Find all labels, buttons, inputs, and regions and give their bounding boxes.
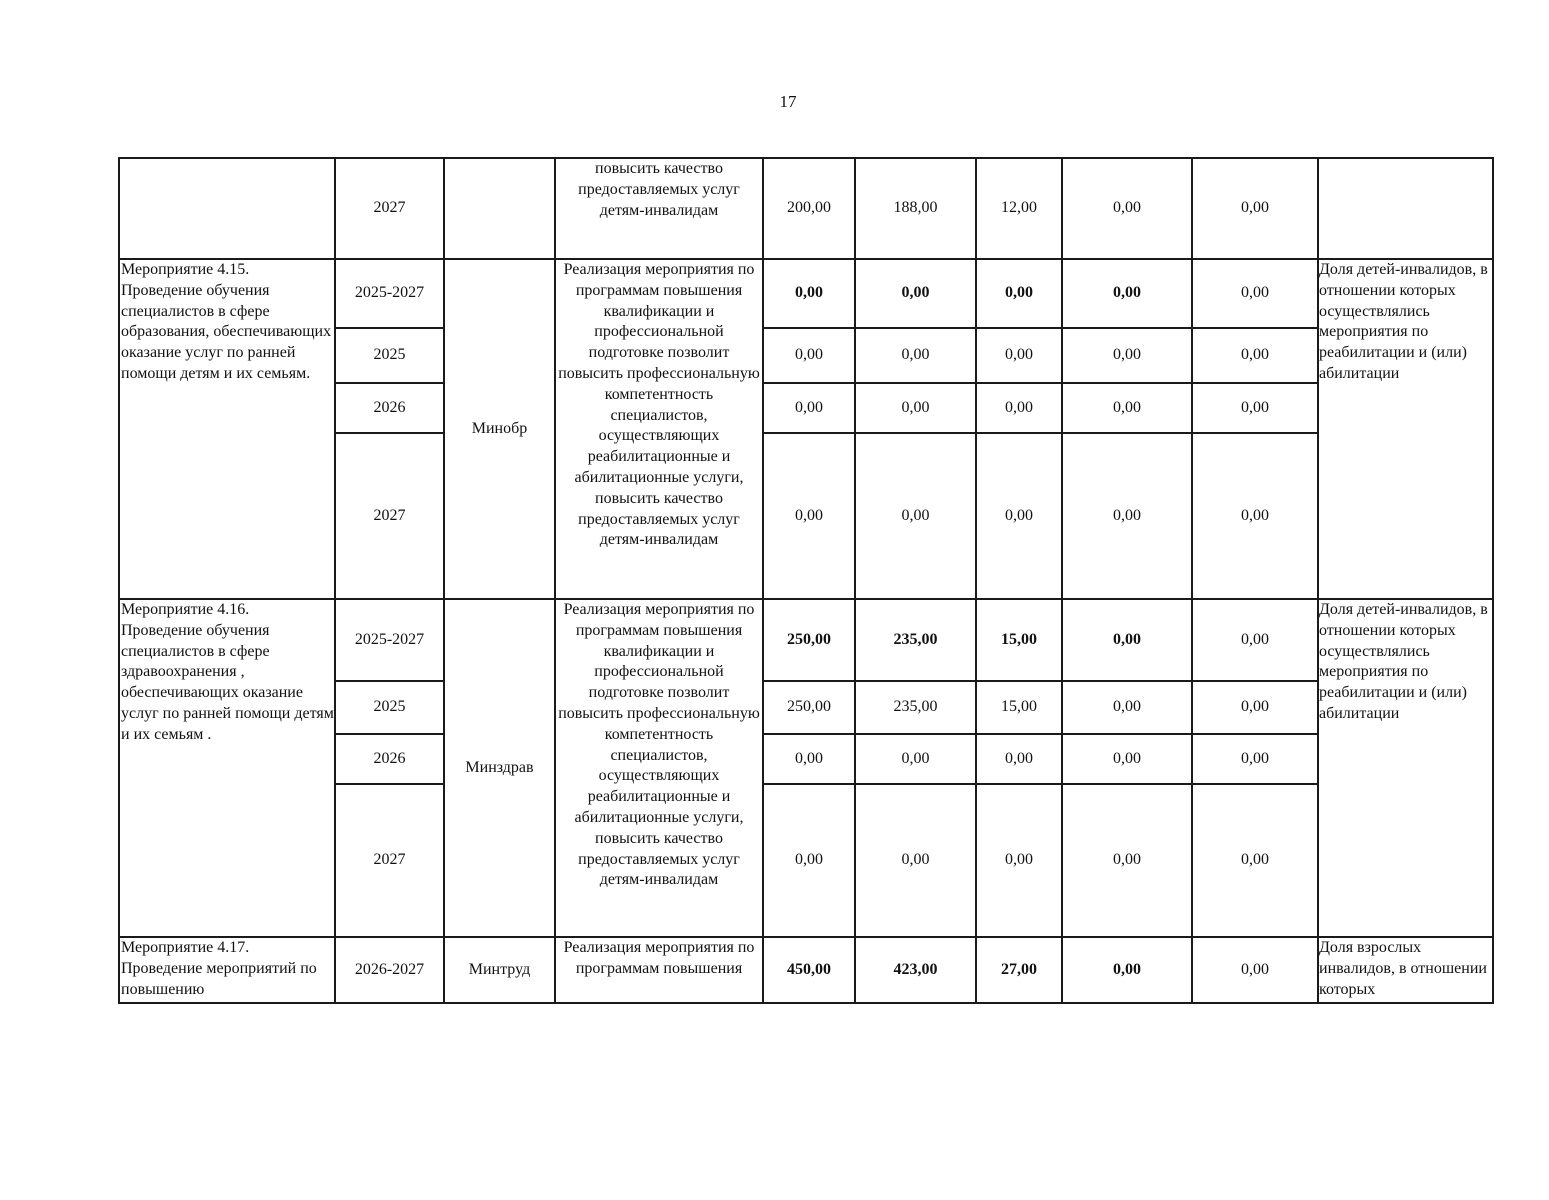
value-federal: 423,00	[855, 937, 976, 1003]
value-local: 0,00	[1062, 734, 1192, 784]
indicator-cell	[1318, 158, 1493, 259]
value-federal: 0,00	[855, 784, 976, 937]
value-other: 0,00	[1192, 599, 1318, 681]
value-other: 0,00	[1192, 681, 1318, 734]
value-total: 0,00	[763, 734, 855, 784]
value-regional: 0,00	[976, 259, 1062, 328]
value-other: 0,00	[1192, 158, 1318, 259]
year-cell: 2026	[335, 734, 444, 784]
description-cell: повысить качество предоставляемых услуг детям-инвалидам	[555, 158, 763, 259]
value-total: 450,00	[763, 937, 855, 1003]
value-local: 0,00	[1062, 383, 1192, 433]
table-row	[119, 599, 1493, 681]
activity-name-cell: Мероприятие 4.16. Проведение обучения специалистов в сфере здравоохранения , обеспечивающих оказание услуг по ранней помощи детям и их семьям .	[119, 599, 335, 937]
value-federal: 188,00	[855, 158, 976, 259]
value-total: 250,00	[763, 681, 855, 734]
value-federal: 0,00	[855, 433, 976, 599]
value-local: 0,00	[1062, 259, 1192, 328]
value-regional: 0,00	[976, 734, 1062, 784]
value-federal: 0,00	[855, 383, 976, 433]
table-row	[119, 259, 1493, 328]
value-other: 0,00	[1192, 784, 1318, 937]
indicator-cell: Доля детей-инвалидов, в отношении которых осуществлялись мероприятия по реабилитации и (или) абилитации	[1318, 259, 1493, 599]
table-row	[119, 937, 1493, 1003]
value-total: 0,00	[763, 259, 855, 328]
value-total: 0,00	[763, 784, 855, 937]
executor-cell: Минобр	[444, 259, 555, 599]
value-federal: 235,00	[855, 599, 976, 681]
value-regional: 0,00	[976, 433, 1062, 599]
page-number: 17	[779, 92, 797, 111]
value-local: 0,00	[1062, 937, 1192, 1003]
value-total: 0,00	[763, 433, 855, 599]
value-other: 0,00	[1192, 328, 1318, 383]
value-total: 0,00	[763, 383, 855, 433]
value-regional: 27,00	[976, 937, 1062, 1003]
value-other: 0,00	[1192, 734, 1318, 784]
value-local: 0,00	[1062, 328, 1192, 383]
executor-cell	[444, 158, 555, 259]
value-other: 0,00	[1192, 259, 1318, 328]
year-cell: 2025	[335, 328, 444, 383]
value-local: 0,00	[1062, 433, 1192, 599]
year-cell: 2025-2027	[335, 259, 444, 328]
indicator-cell: Доля детей-инвалидов, в отношении которых осуществлялись мероприятия по реабилитации и (или) абилитации	[1318, 599, 1493, 937]
description-cell: Реализация мероприятия по программам повышения квалификации и профессиональной подготовке позволит повысить профессиональную компетентность специалистов, осуществляющих реабилитационные и абилитационные услуги, повысить качество предоставляемых услуг детям-инвалидам	[555, 599, 763, 937]
activity-name-cell: Мероприятие 4.17. Проведение мероприятий по повышению	[119, 937, 335, 1003]
value-federal: 0,00	[855, 734, 976, 784]
value-other: 0,00	[1192, 433, 1318, 599]
year-cell: 2027	[335, 158, 444, 259]
activity-name-cell	[119, 158, 335, 259]
year-cell: 2026-2027	[335, 937, 444, 1003]
value-regional: 12,00	[976, 158, 1062, 259]
value-local: 0,00	[1062, 681, 1192, 734]
executor-cell: Минтруд	[444, 937, 555, 1003]
value-total: 250,00	[763, 599, 855, 681]
value-local: 0,00	[1062, 599, 1192, 681]
year-cell: 2026	[335, 383, 444, 433]
value-local: 0,00	[1062, 158, 1192, 259]
activities-table	[118, 157, 1494, 1004]
value-total: 0,00	[763, 328, 855, 383]
value-regional: 0,00	[976, 784, 1062, 937]
activity-name-cell: Мероприятие 4.15. Проведение обучения специалистов в сфере образования, обеспечивающих оказание услуг по ранней помощи детям и их семьям.	[119, 259, 335, 599]
executor-cell: Минздрав	[444, 599, 555, 937]
value-federal: 235,00	[855, 681, 976, 734]
description-cell: Реализация мероприятия по программам повышения	[555, 937, 763, 1003]
indicator-cell: Доля взрослых инвалидов, в отношении которых	[1318, 937, 1493, 1003]
value-other: 0,00	[1192, 383, 1318, 433]
value-total: 200,00	[763, 158, 855, 259]
value-regional: 0,00	[976, 328, 1062, 383]
value-local: 0,00	[1062, 784, 1192, 937]
value-regional: 0,00	[976, 383, 1062, 433]
year-cell: 2025-2027	[335, 599, 444, 681]
value-other: 0,00	[1192, 937, 1318, 1003]
value-regional: 15,00	[976, 681, 1062, 734]
year-cell: 2027	[335, 784, 444, 937]
description-cell: Реализация мероприятия по программам повышения квалификации и профессиональной подготовке позволит повысить профессиональную компетентность специалистов, осуществляющих реабилитационные и абилитационные услуги, повысить качество предоставляемых услуг детям-инвалидам	[555, 259, 763, 599]
table-row	[119, 158, 1493, 259]
year-cell: 2027	[335, 433, 444, 599]
value-regional: 15,00	[976, 599, 1062, 681]
value-federal: 0,00	[855, 328, 976, 383]
value-federal: 0,00	[855, 259, 976, 328]
year-cell: 2025	[335, 681, 444, 734]
